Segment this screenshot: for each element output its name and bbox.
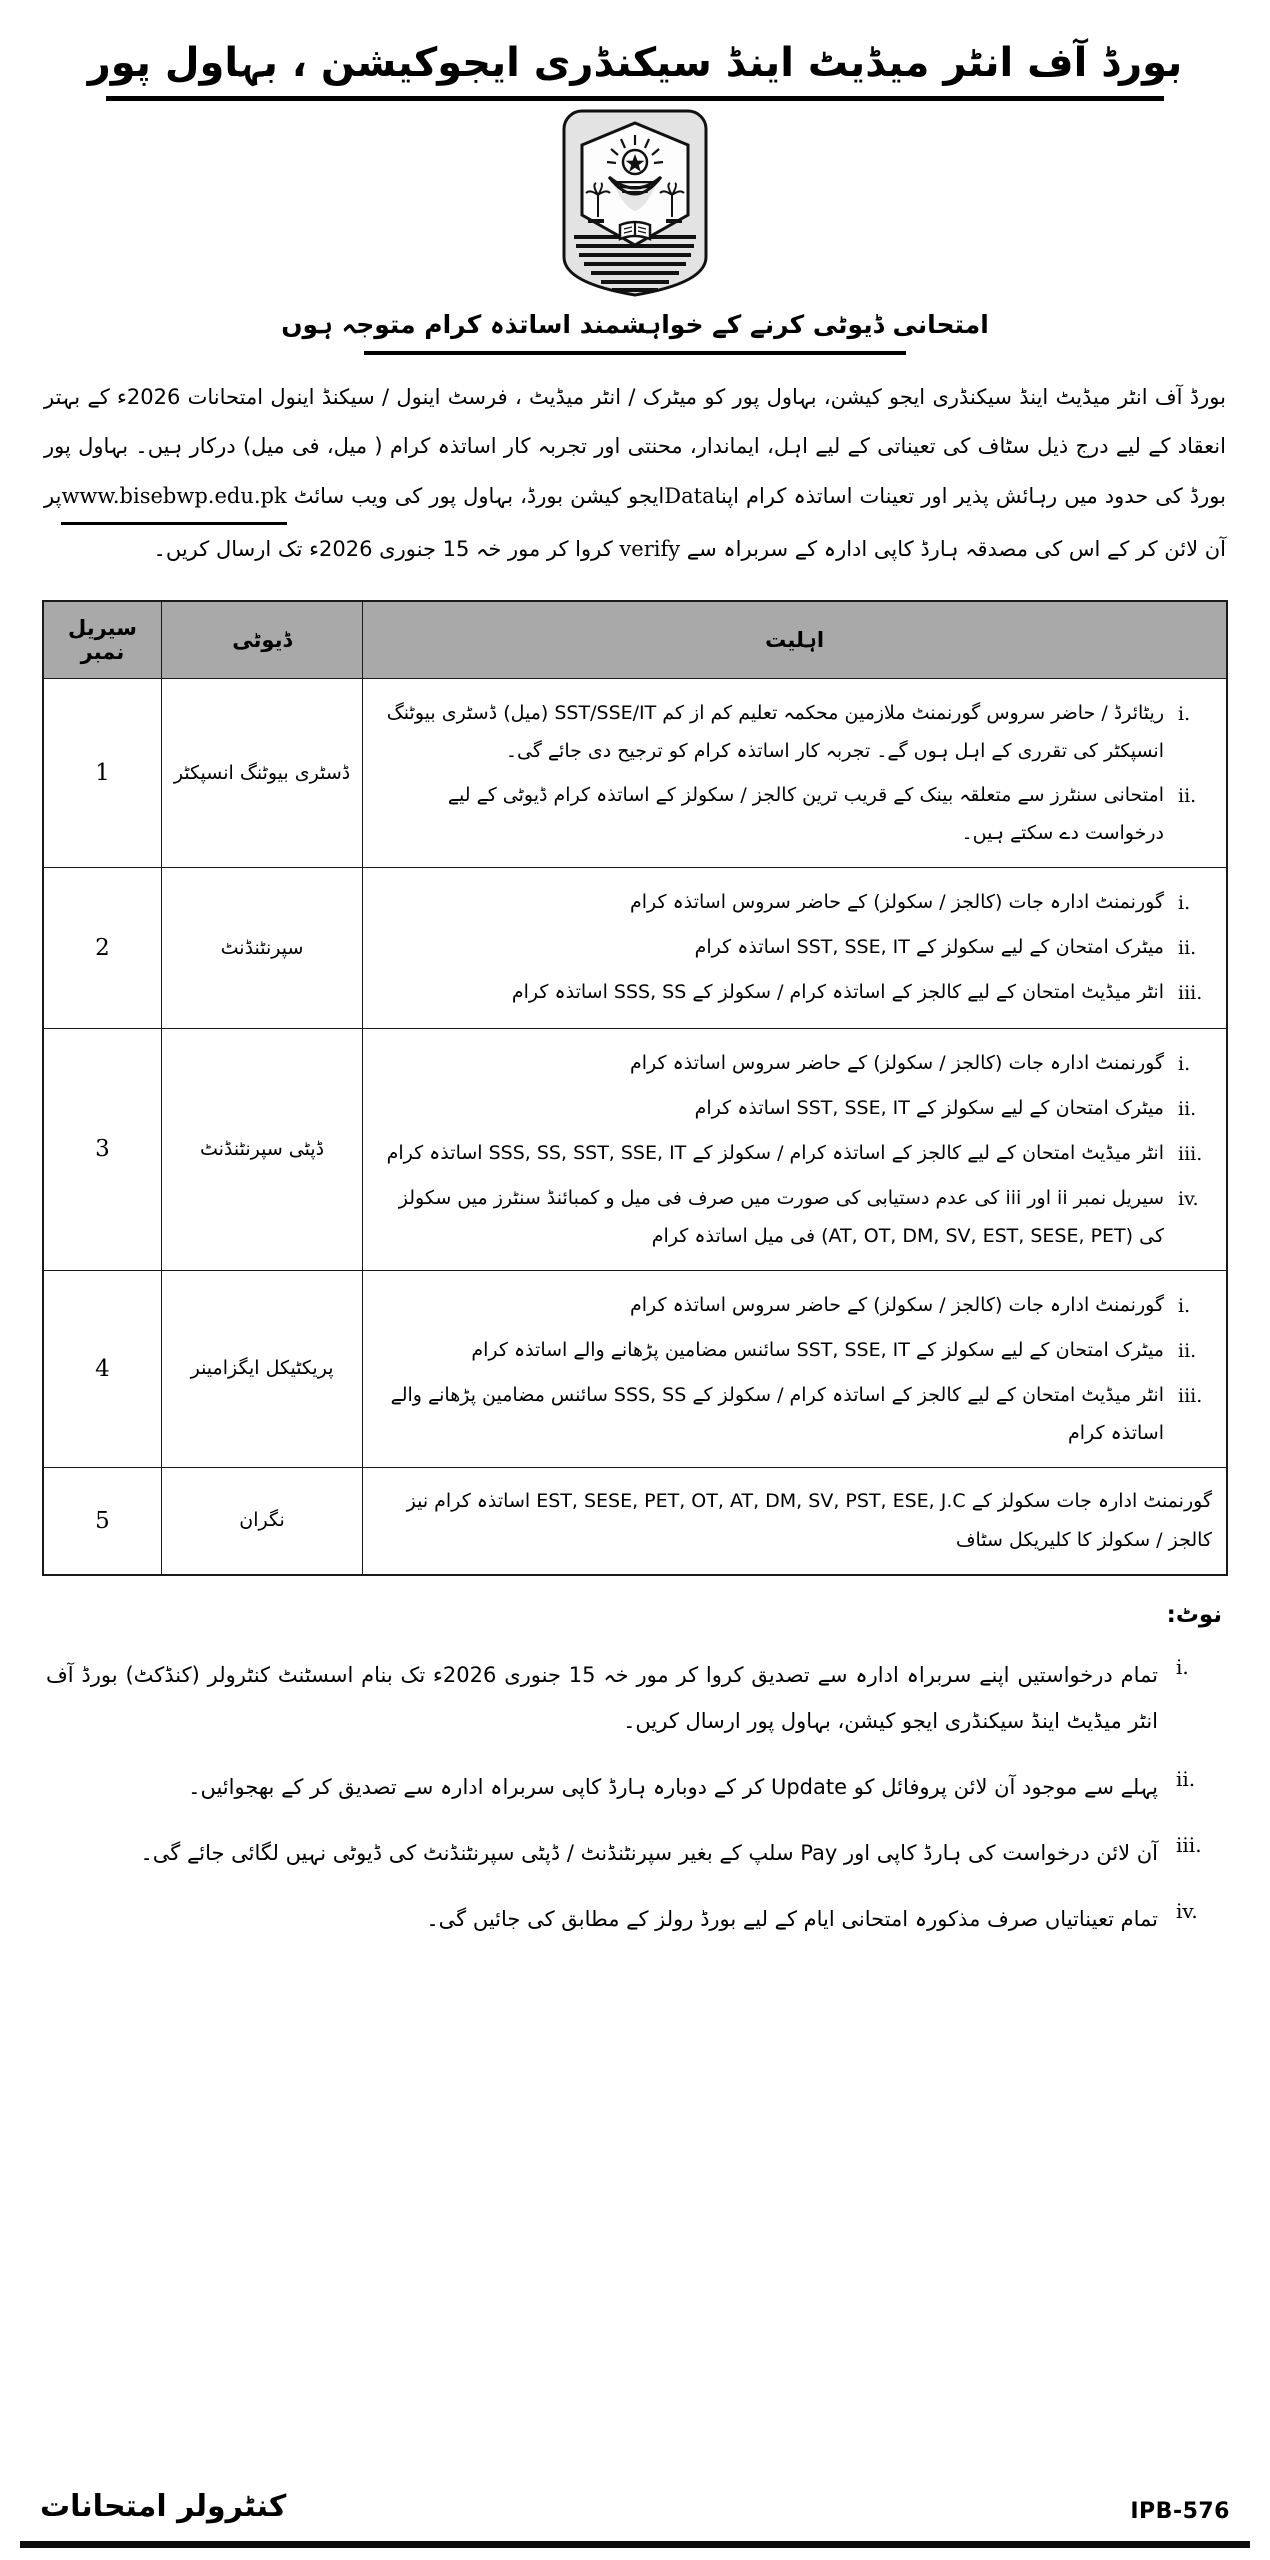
note-number: i. <box>1176 1654 1189 1679</box>
serial-cell: 3 <box>43 1028 161 1270</box>
item-number: ii. <box>1178 1339 1197 1362</box>
note-number: iv. <box>1176 1899 1198 1924</box>
item-text: میٹرک امتحان کے لیے سکولز کے SST, SSE, IT اساتذہ کرام <box>694 936 1164 959</box>
column-header-duty: ڈیوٹی <box>161 601 362 679</box>
eligibility-cell <box>363 868 1227 1028</box>
duty-cell: ڈپٹی سپرنٹنڈنٹ <box>161 1028 362 1270</box>
item-number: i. <box>1178 703 1191 726</box>
footer <box>0 2489 1270 2524</box>
signature-title: کنٹرولر امتحانات <box>40 2489 287 2524</box>
list-item <box>373 1283 1212 1328</box>
item-number: iv. <box>1178 1187 1199 1210</box>
table-header-row <box>43 601 1227 679</box>
item-text: سیریل نمبر ii اور iii کی عدم دستیابی کی صورت میں صرف فی میل و کمبائنڈ سنٹرز میں سکولز کی (AT, OT, DM, SV, EST, SESE, PET) فی میل اساتذہ کرام <box>398 1186 1164 1247</box>
bottom-divider <box>20 2541 1250 2548</box>
serial-cell: 1 <box>43 679 161 868</box>
list-item <box>373 1086 1212 1131</box>
table-row <box>43 1270 1227 1467</box>
serial-cell: 2 <box>43 868 161 1028</box>
note-number: iii. <box>1176 1833 1202 1858</box>
duty-cell: پریکٹیکل ایگزامینر <box>161 1270 362 1467</box>
intro-part-4: کروا کر مور خہ 15 جنوری 2026ء تک ارسال کریں۔ <box>153 537 613 562</box>
duty-cell: نگران <box>161 1467 362 1574</box>
item-number: i. <box>1178 1294 1191 1317</box>
duty-cell: ڈسٹری بیوٹنگ انسپکٹر <box>161 679 362 868</box>
ipb-code: IPB-576 <box>1130 2499 1230 2524</box>
page-title: بورڈ آف انٹر میڈیٹ اینڈ سیکنڈری ایجوکیشن ، بہاول پور <box>87 40 1183 86</box>
list-item <box>373 1373 1212 1455</box>
intro-verify-word: verify <box>619 537 681 562</box>
intro-part-3: پر آن لائن کر کے اس کی مصدقہ ہارڈ کاپی ادارہ کے سربراہ سے <box>44 483 1226 562</box>
duty-table-container <box>20 578 1250 1575</box>
board-website-link[interactable]: www.bisebwp.edu.pk <box>61 472 286 525</box>
list-item <box>373 1176 1212 1258</box>
note-text: تمام تعیناتیاں صرف مذکورہ امتحانی ایام کے لیے بورڈ رولز کے مطابق کی جائیں گی۔ <box>426 1907 1158 1932</box>
notes-section <box>20 1576 1250 1953</box>
eligibility-cell: گورنمنٹ ادارہ جات سکولز کے EST, SESE, PET, OT, AT, DM, SV, PST, ESE, J.C اساتذہ کرام نیز کالجز / سکولز کا کلیریکل سٹاف <box>363 1467 1227 1574</box>
item-number: ii. <box>1178 1097 1197 1120</box>
duty-eligibility-table <box>42 600 1228 1575</box>
serial-cell: 5 <box>43 1467 161 1574</box>
item-number: i. <box>1178 892 1191 915</box>
sub-heading: امتحانی ڈیوٹی کرنے کے خواہشمند اساتذہ کرام متوجہ ہوں <box>281 310 989 339</box>
item-number: ii. <box>1178 937 1197 960</box>
item-number: iii. <box>1178 982 1203 1005</box>
list-item <box>373 691 1212 773</box>
item-text: میٹرک امتحان کے لیے سکولز کے SST, SSE, IT اساتذہ کرام <box>694 1096 1164 1119</box>
eligibility-cell <box>363 1270 1227 1467</box>
notes-list <box>46 1642 1224 1953</box>
intro-part-1: بورڈ آف انٹر میڈیٹ اینڈ سیکنڈری ایجو کیشن، بہاول پور کو میٹرک / انٹر میڈیٹ ، فرسٹ اینول / سیکنڈ اینول امتحانات 2026ء کے بہتر انعقاد کے لیے درج ذیل سٹاف کی تعیناتی کے لیے اہل، ایماندار، محنتی اور تجربہ کار اساتذہ کرام ( میل، فی میل) درکار ہیں۔ بہاول پور بورڈ کی حدود میں رہائش پذیر اور تعینات اساتذہ کرام اپنا <box>44 385 1226 508</box>
note-text: پہلے سے موجود آن لائن پروفائل کو Update کر کے دوبارہ ہارڈ کاپی سربراہ ادارہ سے تصدیق کر کے بھجوائیں۔ <box>188 1775 1158 1799</box>
list-item <box>46 1754 1224 1820</box>
intro-paragraph <box>20 373 1250 578</box>
table-row <box>43 868 1227 1028</box>
notes-title: نوٹ: <box>1166 1601 1222 1628</box>
logo-container <box>20 107 1250 297</box>
list-item <box>373 1131 1212 1176</box>
note-number: ii. <box>1176 1767 1196 1791</box>
bise-bahawalpur-logo-icon <box>560 107 710 297</box>
item-number: iii. <box>1178 1384 1203 1407</box>
list-item <box>46 1642 1224 1754</box>
list-item <box>373 1328 1212 1373</box>
item-text: امتحانی سنٹرز سے متعلقہ بینک کے قریب ترین کالجز / سکولز کے اساتذہ کرام ڈیوٹی کے لیے درخواست دے سکتے ہیں۔ <box>447 784 1164 845</box>
table-row <box>43 1028 1227 1270</box>
item-number: i. <box>1178 1052 1191 1075</box>
eligibility-cell <box>363 1028 1227 1270</box>
list-item <box>373 1041 1212 1086</box>
sub-heading-divider <box>364 351 905 355</box>
list-item <box>46 1886 1224 1952</box>
table-row <box>43 1467 1227 1574</box>
list-item <box>373 880 1212 925</box>
item-text: گورنمنٹ ادارہ جات (کالجز / سکولز) کے حاضر سروس اساتذہ کرام <box>630 1293 1164 1316</box>
item-number: iii. <box>1178 1142 1203 1165</box>
eligibility-cell <box>363 679 1227 868</box>
table-row <box>43 679 1227 868</box>
item-text: گورنمنٹ ادارہ جات (کالجز / سکولز) کے حاضر سروس اساتذہ کرام <box>630 1051 1164 1074</box>
column-header-serial: سیریل نمبر <box>43 601 161 679</box>
item-text: میٹرک امتحان کے لیے سکولز کے SST, SSE, IT سائنس مضامین پڑھانے والے اساتذہ کرام <box>471 1338 1164 1361</box>
column-header-eligibility: اہلیت <box>363 601 1227 679</box>
note-text: آن لائن درخواست کی ہارڈ کاپی اور Pay سلپ کے بغیر سپرنٹنڈنٹ / ڈپٹی سپرنٹنڈنٹ کی ڈیوٹی نہیں لگائی جائے گی۔ <box>140 1841 1158 1866</box>
duty-cell: سپرنٹنڈنٹ <box>161 868 362 1028</box>
item-text: انٹر میڈیٹ امتحان کے لیے کالجز کے اساتذہ کرام / سکولز کے SSS, SS اساتذہ کرام <box>511 981 1164 1004</box>
intro-data-word: Data <box>664 483 715 508</box>
serial-cell: 4 <box>43 1270 161 1467</box>
item-text: ریٹائرڈ / حاضر سروس گورنمنٹ ملازمین محکمہ تعلیم کم از کم SST/SSE/IT (میل) ڈسٹری بیوٹنگ انسپکٹر کی تقرری کے اہل ہوں گے۔ تجربہ کار اساتذہ کرام کو ترجیح دی جائے گی۔ <box>386 702 1164 763</box>
item-number: ii. <box>1178 785 1197 808</box>
list-item <box>373 970 1212 1015</box>
list-item <box>373 925 1212 970</box>
list-item <box>46 1820 1224 1886</box>
intro-part-2: ایجو کیشن بورڈ، بہاول پور کی ویب سائٹ <box>293 483 665 508</box>
note-text: تمام درخواستیں اپنے سربراہ ادارہ سے تصدیق کروا کر مور خہ 15 جنوری 2026ء تک بنام اسسٹنٹ کنٹرولر (کنڈکٹ) بورڈ آف انٹر میڈیٹ اینڈ سیکنڈری ایجو کیشن، بہاول پور ارسال کریں۔ <box>46 1662 1158 1733</box>
item-text: انٹر میڈیٹ امتحان کے لیے کالجز کے اساتذہ کرام / سکولز کے SSS, SS, SST, SSE, IT اساتذہ کرام <box>386 1141 1164 1164</box>
item-text: گورنمنٹ ادارہ جات (کالجز / سکولز) کے حاضر سروس اساتذہ کرام <box>630 891 1164 914</box>
list-item <box>373 773 1212 855</box>
title-divider <box>106 96 1164 101</box>
item-text: انٹر میڈیٹ امتحان کے لیے کالجز کے اساتذہ کرام / سکولز کے SSS, SS سائنس مضامین پڑھانے والے اساتذہ کرام <box>390 1383 1164 1444</box>
